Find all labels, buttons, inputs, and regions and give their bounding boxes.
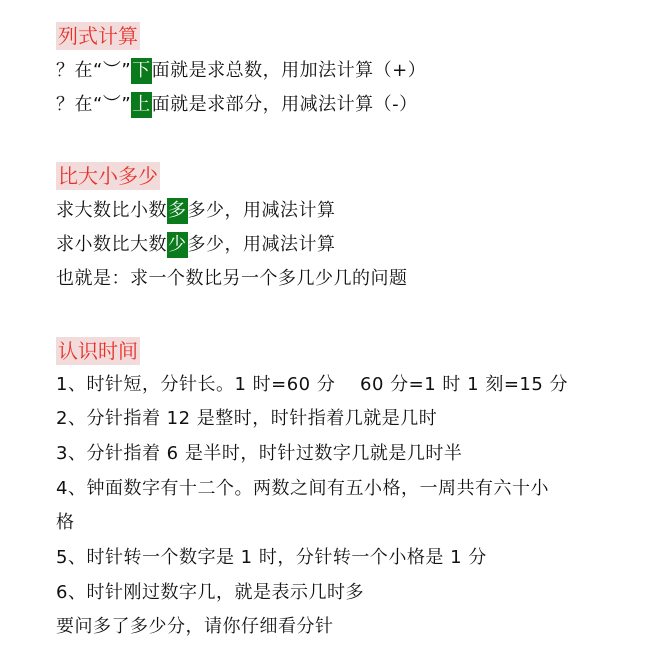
text-line (56, 232, 336, 258)
highlighted-word: 多 (167, 198, 188, 224)
text-line (56, 58, 426, 84)
line-text-before: ？在“︶” (56, 94, 132, 115)
line-text-before: 求大数比小数 (56, 200, 167, 221)
text-line: 5、时针转一个数字是 1 时，分针转一个小格是 1 分 (56, 547, 487, 568)
text-line: 格 (56, 512, 75, 533)
text-line: 6、时针刚过数字几，就是表示几时多 (56, 582, 364, 603)
text-line (56, 92, 418, 118)
text-line: 2、分针指着 12 是整时，时针指着几就是几时 (56, 408, 438, 429)
highlighted-word: 上 (131, 92, 152, 118)
section-heading-lieshi: 列式计算 (58, 24, 138, 48)
text-line (56, 198, 336, 224)
line-text-before: 求小数比大数 (56, 234, 167, 255)
section-heading-bidaxiao: 比大小多少 (58, 164, 158, 188)
line-text-after: 面就是求总数，用加法计算（+） (151, 60, 427, 81)
line-text-after: 多少，用减法计算 (187, 200, 336, 221)
line-text-after: 多少，用减法计算 (187, 234, 336, 255)
line-text-before: ？在“︶” (56, 60, 132, 81)
text-line: 要问多了多少分，请你仔细看分针 (56, 616, 334, 637)
text-line: 1、时针短，分针长。1 时=60 分 60 分=1 时 1 刻=15 分 (56, 374, 569, 395)
line-text-after: 面就是求部分，用减法计算（-） (151, 94, 418, 115)
section-heading-renshi-shijian: 认识时间 (58, 339, 138, 363)
highlighted-word: 下 (131, 58, 152, 84)
text-line: 4、钟面数字有十二个。两数之间有五小格，一周共有六十小 (56, 478, 549, 499)
highlighted-word: 少 (167, 232, 188, 258)
text-line: 3、分针指着 6 是半时，时针过数字几就是几时半 (56, 443, 463, 464)
text-line: 也就是：求一个数比另一个多几少几的问题 (56, 268, 408, 289)
